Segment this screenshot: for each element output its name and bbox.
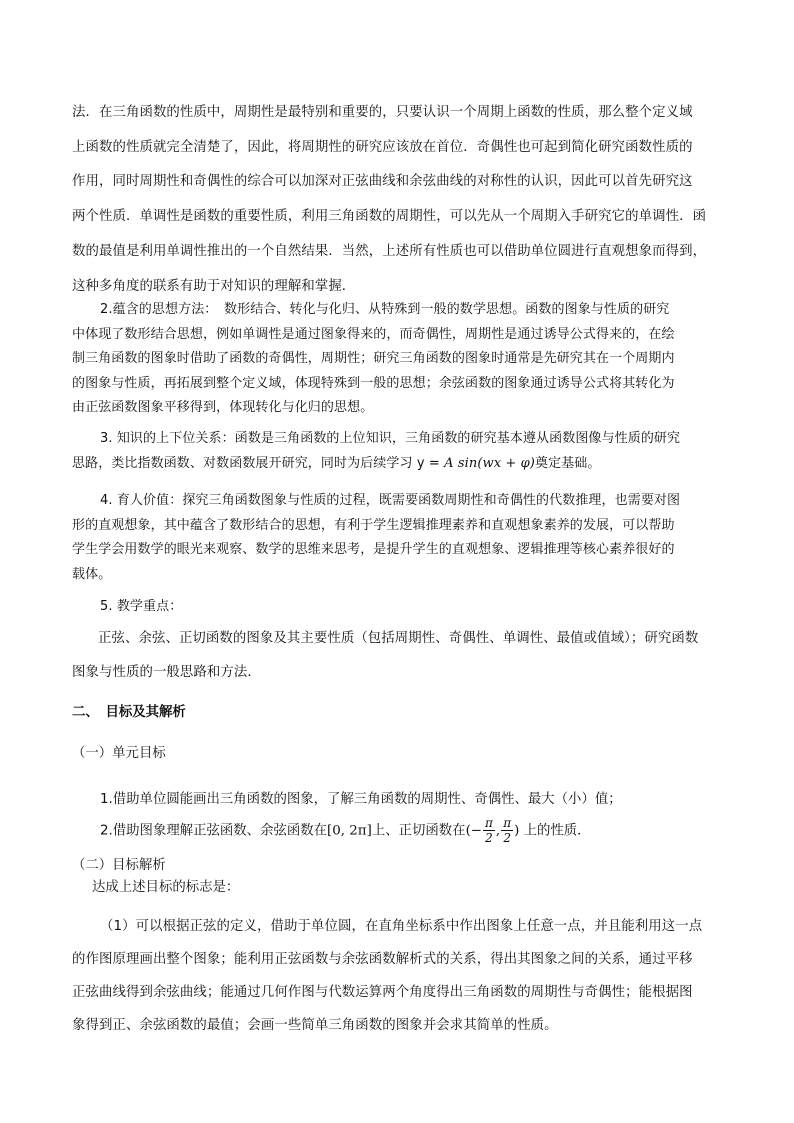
goal-2-line	[72, 816, 591, 845]
text-line: 1.借助单位圆能画出三角函数的图象，了解三角函数的周期性、奇偶性、最大（小）值；	[100, 792, 622, 807]
text-line: 学生学会用数学的眼光来观察、数学的思维来思考，是提升学生的直观想象、逻辑推理等核心素养很好的	[72, 542, 675, 558]
fraction-pi-over-2	[483, 816, 495, 845]
paragraph-teaching-focus	[72, 622, 698, 690]
text-line: 数的最值是利用单调性推出的一个自然结果．当然，上述所有性质也可以借助单位圆进行直观想象而得到，	[72, 243, 707, 259]
text-segment: 上的性质．	[519, 823, 591, 839]
text-line: 的图象与性质，再拓展到整个定义域，体现特殊到一般的思想；余弦函数的图象通过诱导公式将其转化为	[72, 375, 675, 391]
text-line: 2.蕴含的思想方法： 数形结合、转化与化归、从特殊到一般的数学思想。函数的图象与性质的研究	[100, 302, 670, 317]
text-line: 4. 育人价值：探究三角函数图象与性质的过程，既需要函数周期性和奇偶性的代数推理，也需要对图	[100, 493, 681, 508]
text-line: 载体。	[72, 566, 112, 582]
text-line: 象得到正、余弦函数的最值；会画一些简单三角函数的图象并会求其简单的性质。	[72, 1018, 558, 1033]
goal-item-1	[72, 788, 622, 807]
paragraph-target-analysis-1	[72, 910, 702, 1042]
text-line: 上函数的性质就完全清楚了，因此，将周期性的研究应该放在首位．奇偶性也可起到简化研究函数性质的	[72, 139, 693, 155]
formula-close-paren: )	[514, 823, 520, 839]
formula-asin: A sin(wx + φ)	[444, 455, 535, 471]
text-line: 由正弦函数图象平移得到，体现转化与化归的思想。	[72, 400, 374, 416]
paragraph-educational-value	[72, 489, 680, 587]
subsection-heading-target-analysis: （二）目标解析	[72, 858, 166, 873]
text-line: 两个性质．单调性是函数的重要性质，利用三角函数的周期性，可以先从一个周期入手研究它的单调性．函	[72, 209, 707, 225]
subsection-heading-unit-goals: （一）单元目标	[72, 746, 166, 761]
text-line: 制三角函数的图象时借助了函数的奇偶性，周期性；研究三角函数的图象时通常是先研究其在一个周期内	[72, 351, 675, 367]
goal-item-2	[72, 816, 591, 856]
text-line: 5. 教学重点：	[100, 599, 183, 614]
text-line	[72, 452, 680, 477]
text-line: 图象与性质的一般思路和方法．	[72, 665, 261, 680]
text-segment: 奠定基础。	[534, 455, 601, 471]
fraction-denominator: 2	[485, 831, 493, 845]
text-line: 形的直观想象，其中蕴含了数形结合的思想，有利于学生逻辑推理素养和直观想象素养的发展，可以帮助	[72, 517, 675, 533]
formula-interval: [0, 2π]	[327, 823, 372, 839]
text-segment: 思路，类比指数函数、对数函数展开研究，同时为后续学习 y =	[72, 455, 445, 471]
fraction-numerator: π	[503, 816, 512, 830]
fraction-numerator: π	[485, 816, 493, 830]
paragraph-properties-order	[72, 96, 706, 304]
paragraph-teaching-focus-label	[72, 592, 182, 622]
text-line: （1）可以根据正弦的定义，借助于单位圆，在直角坐标系中作出图象上任意一点，并且能利用这一点	[100, 919, 703, 934]
text-line: 这种多角度的联系有助于对知识的理解和掌握．	[72, 278, 356, 294]
target-intro	[72, 876, 239, 895]
text-line: 法．在三角函数的性质中，周期性是最特别和重要的，只要认识一个周期上函数的性质，那么整个定义域	[72, 105, 693, 120]
text-line: 达成上述目标的标志是：	[92, 880, 240, 895]
formula-open-paren: (−	[465, 823, 483, 839]
formula-comma: ,	[495, 823, 501, 839]
text-segment: 2.借助图象理解正弦函数、余弦函数在	[100, 823, 328, 839]
section-heading: 二、 目标及其解析	[72, 705, 186, 720]
fraction-denominator: 2	[503, 831, 511, 845]
text-line: 的作图原理画出整个图象；能利用正弦函数与余弦函数解析式的关系，得出其图象之间的关系，通过平移	[72, 952, 693, 967]
paragraph-thinking-methods	[72, 298, 675, 421]
text-line: 3. 知识的上下位关系：函数是三角函数的上位知识，三角函数的研究基本遵从函数图像与性质的研究	[100, 431, 681, 446]
text-segment: 上、正切函数在	[371, 823, 466, 839]
text-line: 正弦、余弦、正切函数的图象及其主要性质（包括周期性、奇偶性、单调性、最值或值域）；研究函数	[98, 631, 699, 646]
text-line: 正弦曲线得到余弦曲线；能通过几何作图与代数运算两个角度得出三角函数的周期性与奇偶性；能根据图	[72, 985, 693, 1000]
paragraph-knowledge-relation	[72, 427, 680, 476]
fraction-pi-over-2	[501, 816, 513, 845]
text-line: 中体现了数形结合思想，例如单调性是通过图象得来的，而奇偶性，周期性是通过诱导公式得来的，在绘	[72, 326, 675, 342]
text-line: 作用，同时周期性和奇偶性的综合可以加深对正弦曲线和余弦曲线的对称性的认识，因此可以首先研究这	[72, 174, 693, 190]
